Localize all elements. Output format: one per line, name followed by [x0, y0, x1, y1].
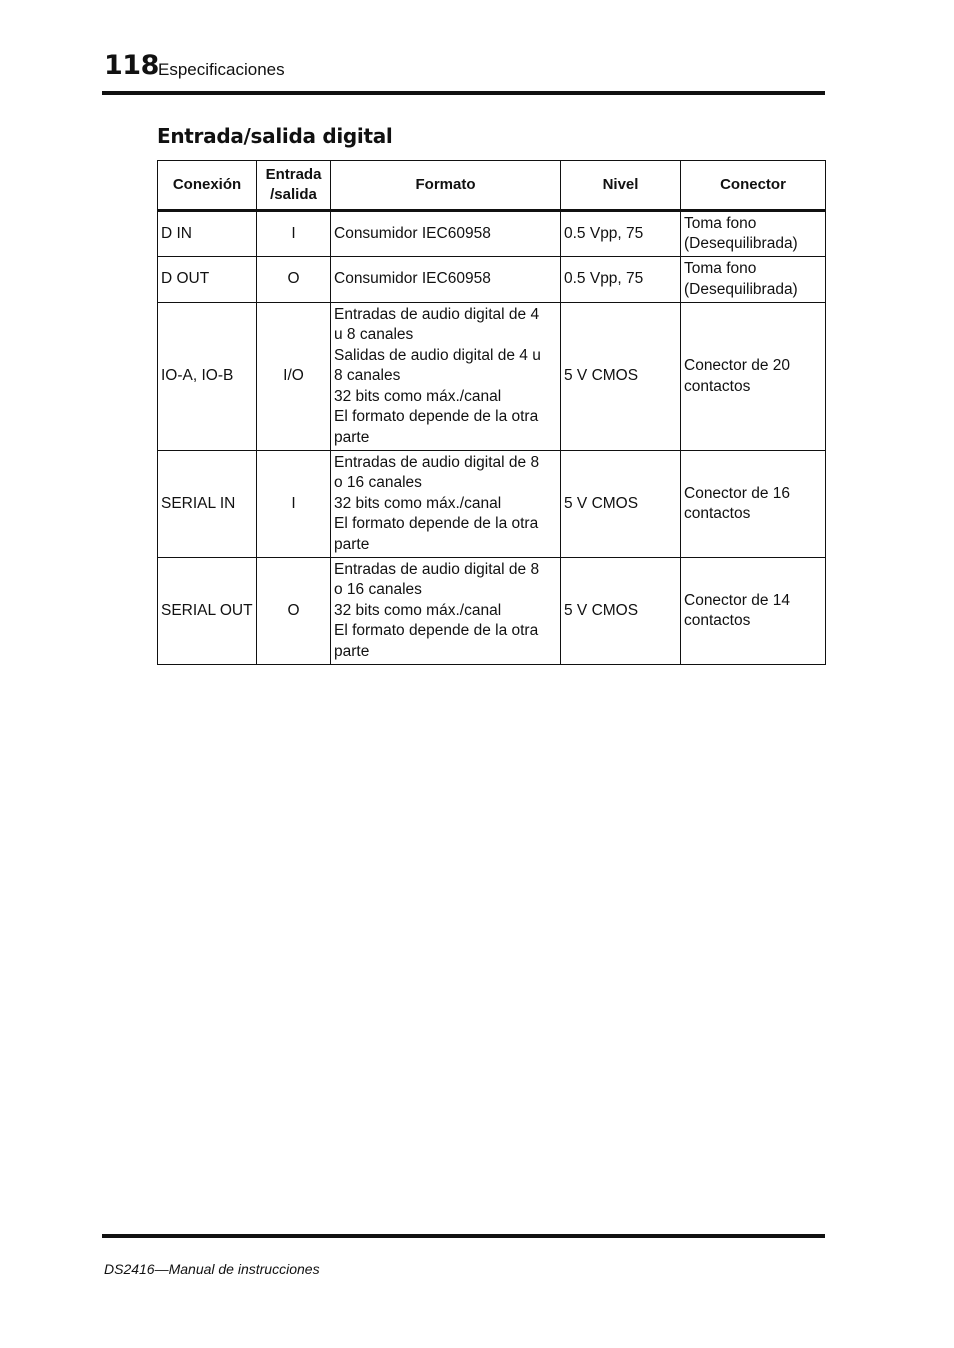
format-cell	[331, 451, 561, 558]
io-cell: I/O	[257, 303, 331, 451]
footer-rule	[102, 1234, 825, 1238]
format-cell-line: El formato depende de la otra	[334, 515, 539, 533]
format-cell-line: Entradas de audio digital de 8	[334, 560, 540, 578]
format-cell-line: 32 bits como máx./canal	[334, 387, 502, 405]
io-cell: O	[257, 558, 331, 665]
connector-cell-line: contactos	[684, 377, 751, 395]
io-cell: O	[257, 257, 331, 303]
connector-cell-line: Toma fono	[684, 260, 757, 277]
column-header-line: /salida	[270, 186, 317, 203]
connector-cell-line: contactos	[684, 612, 751, 629]
table-row	[158, 558, 826, 665]
connector-cell	[681, 211, 826, 257]
connector-cell-line: contactos	[684, 505, 751, 522]
connection-cell: SERIAL OUT	[158, 558, 257, 665]
connector-cell-line: Conector de 20	[684, 357, 790, 374]
format-cell-line: parte	[334, 642, 370, 660]
table-row	[158, 257, 826, 303]
header-rule	[102, 91, 825, 95]
connection-cell: IO-A, IO-B	[158, 303, 257, 451]
format-cell-line: parte	[334, 428, 370, 446]
level-cell: 5 V CMOS	[561, 303, 681, 451]
connection-cell: D OUT	[158, 257, 257, 303]
spec-table	[157, 160, 826, 665]
footer-text: DS2416—Manual de instrucciones	[104, 1261, 320, 1277]
format-cell-line: 32 bits como máx./canal	[334, 494, 502, 512]
format-cell-line: Entradas de audio digital de 4	[334, 305, 540, 323]
format-cell-line: El formato depende de la otra	[334, 408, 539, 426]
connector-cell-line: Conector de 14	[684, 591, 790, 609]
connector-cell	[681, 303, 826, 451]
format-cell-line: 32 bits como máx./canal	[334, 601, 502, 619]
column-header: Conector	[681, 161, 826, 211]
section-title: Especificaciones	[158, 60, 285, 79]
level-cell: 0.5 Vpp, 75	[561, 257, 681, 303]
format-cell-line: o 16 canales	[334, 581, 422, 599]
format-cell-line: 8 canales	[334, 367, 401, 385]
connector-cell-line: (Desequilibrada)	[684, 235, 798, 252]
format-cell-line: Consumidor IEC60958	[334, 224, 491, 242]
format-cell	[331, 257, 561, 303]
format-cell-line: o 16 canales	[334, 474, 422, 492]
column-header: Conexión	[158, 161, 257, 211]
table-header-row	[158, 161, 826, 211]
column-header-line: Entrada	[265, 166, 322, 183]
section-heading: Entrada/salida digital	[157, 124, 393, 148]
table-row	[158, 211, 826, 257]
format-cell	[331, 211, 561, 257]
connector-cell	[681, 257, 826, 303]
connection-cell: SERIAL IN	[158, 451, 257, 558]
io-cell: I	[257, 451, 331, 558]
io-cell: I	[257, 211, 331, 257]
level-cell: 0.5 Vpp, 75	[561, 211, 681, 257]
format-cell	[331, 303, 561, 451]
connector-cell-line: Toma fono	[684, 214, 757, 232]
page-number: 118	[104, 50, 159, 81]
table-row	[158, 451, 826, 558]
connector-cell	[681, 558, 826, 665]
connector-cell-line: Conector de 16	[684, 484, 790, 502]
column-header: Nivel	[561, 161, 681, 211]
format-cell-line: El formato depende de la otra	[334, 622, 539, 640]
format-cell-line: Consumidor IEC60958	[334, 270, 491, 288]
table-body	[158, 211, 826, 665]
format-cell-line: Entradas de audio digital de 8	[334, 453, 540, 471]
format-cell-line: parte	[334, 535, 370, 553]
format-cell-line: Salidas de audio digital de 4 u	[334, 346, 541, 364]
column-header	[257, 161, 331, 211]
format-cell-line: u 8 canales	[334, 326, 414, 344]
connector-cell	[681, 451, 826, 558]
connector-cell-line: (Desequilibrada)	[684, 280, 798, 298]
format-cell	[331, 558, 561, 665]
table-row	[158, 303, 826, 451]
level-cell: 5 V CMOS	[561, 451, 681, 558]
column-header: Formato	[331, 161, 561, 211]
connection-cell: D IN	[158, 211, 257, 257]
level-cell: 5 V CMOS	[561, 558, 681, 665]
